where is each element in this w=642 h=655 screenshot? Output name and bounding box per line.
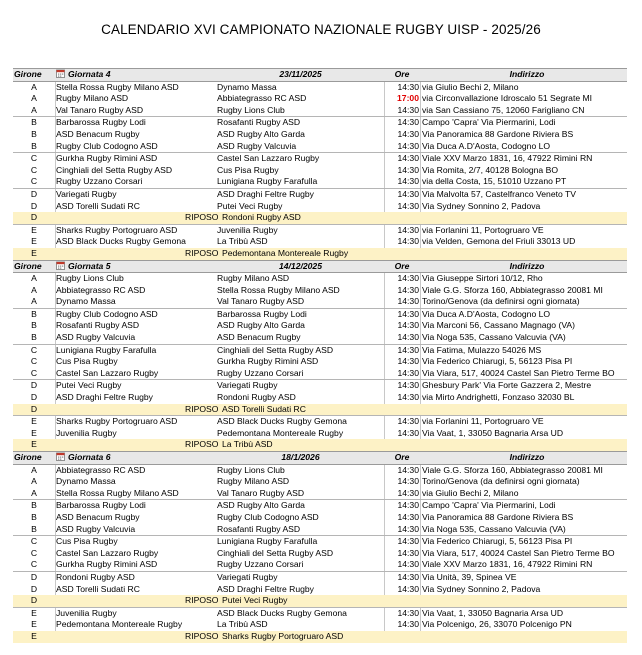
rest-team: La Tribù ASD [222, 439, 273, 450]
away-team: ASD Rugby Alto Garda [217, 128, 305, 139]
away-team: La Tribù ASD [217, 619, 268, 630]
venue-address: Viale XXV Marzo 1831, 16, 47922 Rimini RN [422, 153, 593, 164]
group-letter: A [31, 487, 37, 498]
home-team: Gurkha Rugby Rimini ASD [56, 559, 158, 570]
home-team: Barbarossa Rugby Lodi [56, 500, 146, 511]
kickoff-time: 14:30 [397, 500, 419, 511]
match-row [13, 607, 627, 620]
match-row [13, 392, 627, 404]
home-team: Barbarossa Rugby Lodi [56, 117, 146, 128]
home-team: Rosafanti Rugby ASD [56, 320, 140, 331]
round-label [56, 261, 214, 273]
kickoff-time: 14:30 [397, 104, 419, 115]
home-team: Castel San Lazzaro Rugby [56, 367, 159, 378]
match-row [13, 105, 627, 117]
away-team: Rugby Lions Club [217, 464, 285, 475]
home-team: ASD Rugby Valcuvia [56, 332, 136, 343]
kickoff-time: 14:30 [397, 308, 419, 319]
match-row [13, 93, 627, 105]
venue-address: Via Malvolta 57, Castelfranco Veneto TV [422, 188, 576, 199]
group-letter: C [30, 164, 38, 175]
home-team: ASD Torelli Sudati RC [56, 200, 140, 211]
venue-address: Via Romita, 2/7, 40128 Bologna BO [422, 164, 558, 175]
group-letter: E [31, 416, 37, 427]
kickoff-time: 14:30 [397, 224, 419, 235]
round-label [56, 452, 214, 464]
venue-address: via della Costa, 15, 51010 Uzzano PT [422, 176, 567, 187]
rest-label: RIPOSO [185, 595, 219, 606]
match-row [13, 512, 627, 524]
group-letter: B [31, 523, 37, 534]
group-letter: C [30, 559, 38, 570]
kickoff-time: 14:30 [397, 583, 419, 594]
away-team: Rondoni Rugby ASD [217, 392, 296, 403]
away-team: Putei Veci Rugby [217, 200, 283, 211]
column-girone: Girone [14, 260, 42, 271]
rest-row [13, 212, 627, 224]
venue-address: Via Panoramica 88 Gardone Riviera BS [422, 128, 574, 139]
calendar-table [13, 68, 627, 643]
home-team: Variegati Rugby [56, 188, 117, 199]
kickoff-time: 14:30 [397, 487, 419, 498]
kickoff-time: 14:30 [397, 296, 419, 307]
venue-address: Viale G.G. Sforza 160, Abbiategrasso 20081 MI [422, 284, 603, 295]
group-letter: C [30, 356, 38, 367]
home-team: Sharks Rugby Portogruaro ASD [56, 224, 178, 235]
match-row [13, 308, 627, 321]
group-letter: B [31, 128, 37, 139]
away-team: Dynamo Massa [217, 81, 277, 92]
group-letter: B [31, 500, 37, 511]
venue-address: Via Marconi 56, Cassano Magnago (VA) [422, 320, 576, 331]
group-letter: C [30, 367, 38, 378]
away-team: Cus Pisa Rugby [217, 164, 279, 175]
column-indirizzo: Indirizzo [509, 260, 545, 271]
kickoff-time: 14:30 [397, 559, 419, 570]
column-girone: Girone [14, 452, 42, 462]
away-team: La Tribù ASD [217, 236, 268, 247]
group-letter: E [31, 607, 37, 618]
home-team: Dynamo Massa [56, 476, 116, 487]
group-letter: C [30, 153, 38, 164]
group-letter: E [31, 619, 37, 630]
away-team: Lunigiana Rugby Farafulla [217, 176, 318, 187]
away-team: ASD Rugby Valcuvia [217, 140, 297, 151]
venue-address: Campo 'Capra' Via Piermarini, Lodi [422, 500, 556, 511]
home-team: Juvenilia Rugby [56, 427, 117, 438]
match-row [13, 236, 627, 248]
group-letter: E [31, 427, 37, 438]
match-row [13, 273, 627, 285]
away-team: ASD Black Ducks Rugby Gemona [217, 416, 347, 427]
home-team: ASD Benacum Rugby [56, 511, 140, 522]
away-team: Gurkha Rugby Rimini ASD [217, 356, 319, 367]
home-team: Juvenilia Rugby [56, 607, 117, 618]
group-letter: A [31, 296, 37, 307]
column-girone: Girone [14, 69, 42, 79]
match-row [13, 428, 627, 440]
kickoff-time: 14:30 [397, 356, 419, 367]
kickoff-time: 14:30 [397, 153, 419, 164]
group-letter: D [30, 188, 38, 199]
kickoff-time: 14:30 [397, 128, 419, 139]
away-team: Abbiategrasso RC ASD [217, 93, 307, 104]
group-letter: E [31, 439, 37, 450]
venue-address: Via Viara, 517, 40024 Castel San Pietro Terme BO [422, 367, 615, 378]
home-team: Rugby Uzzano Corsari [56, 176, 143, 187]
away-team: Variegati Rugby [217, 571, 278, 582]
kickoff-time: 14:30 [397, 236, 419, 247]
column-header-row [13, 68, 627, 82]
kickoff-time: 14:30 [397, 81, 419, 92]
away-team: ASD Benacum Rugby [217, 332, 301, 343]
away-team: Rosafanti Rugby ASD [217, 523, 301, 534]
match-row [13, 465, 627, 477]
home-team: ASD Benacum Rugby [56, 128, 140, 139]
venue-address: Torino/Genova (da definirsi ogni giornata) [422, 296, 580, 307]
away-team: Val Tanaro Rugby ASD [217, 296, 305, 307]
match-row [13, 176, 627, 188]
rest-row [13, 439, 627, 451]
venue-address: Via Duca A.D'Aosta, Codogno LO [422, 308, 551, 319]
away-team: Variegati Rugby [217, 380, 278, 391]
away-team: Castel San Lazzaro Rugby [217, 153, 320, 164]
match-row [13, 285, 627, 297]
venue-address: Torino/Genova (da definirsi ogni giornata) [422, 476, 580, 487]
kickoff-time: 14:30 [397, 367, 419, 378]
kickoff-time: 14:30 [397, 200, 419, 211]
venue-address: Via Federico Chiarugi, 5, 56123 Pisa PI [422, 356, 573, 367]
match-row [13, 82, 627, 94]
rest-row [13, 404, 627, 416]
match-row [13, 488, 627, 500]
away-team: ASD Draghi Feltre Rugby [217, 583, 314, 594]
kickoff-time: 14:30 [397, 140, 419, 151]
rest-label: RIPOSO [185, 439, 219, 450]
match-row [13, 141, 627, 153]
away-team: Rugby Milano ASD [217, 273, 290, 284]
home-team: Sharks Rugby Portogruaro ASD [56, 416, 178, 427]
rest-team: Putei Veci Rugby [222, 595, 288, 606]
home-team: ASD Black Ducks Rugby Gemona [56, 236, 186, 247]
group-letter: E [31, 236, 37, 247]
match-row [13, 499, 627, 512]
group-letter: D [30, 595, 38, 606]
kickoff-time: 14:30 [397, 380, 419, 391]
match-row [13, 116, 627, 129]
calendar-icon [56, 261, 65, 270]
rest-row [13, 631, 627, 643]
round-date: 18/1/2026 [281, 452, 320, 462]
kickoff-time: 14:30 [397, 117, 419, 128]
group-letter: A [31, 93, 37, 104]
round-name: Giornata 6 [68, 452, 111, 462]
group-letter: D [30, 212, 38, 223]
kickoff-time: 14:30 [397, 607, 419, 618]
rest-team: Pedemontana Montereale Rugby [222, 247, 349, 258]
venue-address: Via Viara, 517, 40024 Castel San Pietro Terme BO [422, 547, 615, 558]
match-row [13, 559, 627, 571]
venue-address: via Circonvallazione Idroscalo 51 Segrate MI [422, 93, 593, 104]
away-team: ASD Draghi Feltre Rugby [217, 188, 314, 199]
group-letter: D [30, 571, 38, 582]
group-letter: B [31, 320, 37, 331]
venue-address: Via Sydney Sonnino 2, Padova [422, 200, 541, 211]
match-row [13, 224, 627, 237]
match-row [13, 368, 627, 380]
kickoff-time: 14:30 [397, 571, 419, 582]
home-team: Cus Pisa Rugby [56, 536, 118, 547]
venue-address: Via Noga 535, Cassano Valcuvia (VA) [422, 332, 566, 343]
match-row [13, 535, 627, 548]
rest-label: RIPOSO [185, 403, 219, 414]
home-team: Abbiategrasso RC ASD [56, 464, 146, 475]
home-team: Rondoni Rugby ASD [56, 571, 135, 582]
venue-address: Via Duca A.D'Aosta, Codogno LO [422, 140, 551, 151]
group-letter: A [31, 476, 37, 487]
away-team: Cinghiali del Setta Rugby ASD [217, 547, 334, 558]
away-team: Rugby Lions Club [217, 104, 285, 115]
home-team: Cinghiali del Setta Rugby ASD [56, 164, 173, 175]
match-row [13, 619, 627, 631]
home-team: ASD Draghi Feltre Rugby [56, 392, 153, 403]
match-row [13, 152, 627, 165]
match-row [13, 415, 627, 428]
home-team: Cus Pisa Rugby [56, 356, 118, 367]
venue-address: Viale G.G. Sforza 160, Abbiategrasso 20081 MI [422, 464, 603, 475]
rest-team: Rondoni Rugby ASD [222, 212, 301, 223]
away-team: Rugby Uzzano Corsari [217, 367, 304, 378]
home-team: Rugby Club Codogno ASD [56, 140, 158, 151]
group-letter: B [31, 117, 37, 128]
kickoff-time: 14:30 [397, 523, 419, 534]
home-team: Putei Veci Rugby [56, 380, 122, 391]
column-ore: Ore [394, 452, 410, 462]
home-team: Stella Rossa Rugby Milano ASD [56, 487, 179, 498]
group-letter: B [31, 308, 37, 319]
group-letter: A [31, 273, 37, 284]
home-team: Castel San Lazzaro Rugby [56, 547, 159, 558]
group-letter: E [31, 247, 37, 258]
home-team: Abbiategrasso RC ASD [56, 284, 146, 295]
group-letter: A [31, 81, 37, 92]
venue-address: Via Polcenigo, 26, 33070 Polcenigo PN [422, 619, 572, 630]
group-letter: A [31, 284, 37, 295]
group-letter: C [30, 344, 38, 355]
away-team: ASD Black Ducks Rugby Gemona [217, 607, 347, 618]
group-letter: B [31, 332, 37, 343]
home-team: ASD Rugby Valcuvia [56, 523, 136, 534]
kickoff-time: 14:30 [397, 416, 419, 427]
group-letter: C [30, 547, 38, 558]
kickoff-time: 14:30 [397, 332, 419, 343]
away-team: Rosafanti Rugby ASD [217, 117, 301, 128]
calendar-icon [56, 452, 65, 461]
away-team: Pedemontana Montereale Rugby [217, 427, 344, 438]
match-row [13, 524, 627, 536]
match-row [13, 356, 627, 368]
round-date: 14/12/2025 [278, 260, 322, 271]
column-header-row [13, 260, 627, 274]
venue-address: via Mirto Andrighetti, Fonzaso 32030 BL [422, 392, 575, 403]
kickoff-time: 14:30 [397, 464, 419, 475]
group-letter: D [30, 380, 38, 391]
group-letter: D [30, 403, 38, 414]
home-team: Rugby Milano ASD [56, 93, 129, 104]
venue-address: Campo 'Capra' Via Piermarini, Lodi [422, 117, 556, 128]
home-team: ASD Torelli Sudati RC [56, 583, 140, 594]
venue-address: Via Noga 535, Cassano Valcuvia (VA) [422, 523, 566, 534]
match-row [13, 129, 627, 141]
round-label [56, 69, 214, 81]
match-row [13, 188, 627, 201]
venue-address: Via Giuseppe Sirtori 10/12, Rho [422, 273, 543, 284]
group-letter: B [31, 140, 37, 151]
kickoff-time: 14:30 [397, 619, 419, 630]
match-row [13, 571, 627, 584]
kickoff-time: 14:30 [397, 176, 419, 187]
away-team: ASD Rugby Alto Garda [217, 500, 305, 511]
home-team: Rugby Lions Club [56, 273, 124, 284]
venue-address: Via Panoramica 88 Gardone Riviera BS [422, 511, 574, 522]
group-letter: E [31, 630, 37, 641]
venue-address: via Giulio Bechi 2, Milano [422, 81, 519, 92]
venue-address: Via Federico Chiarugi, 5, 56123 Pisa PI [422, 536, 573, 547]
home-team: Lunigiana Rugby Farafulla [56, 344, 157, 355]
round-name: Giornata 5 [68, 260, 111, 271]
away-team: Rugby Uzzano Corsari [217, 559, 304, 570]
rest-row [13, 248, 627, 260]
group-letter: D [30, 583, 38, 594]
rest-team: Sharks Rugby Portogruaro ASD [222, 630, 344, 641]
group-letter: D [30, 200, 38, 211]
kickoff-time: 14:30 [397, 320, 419, 331]
rest-row [13, 595, 627, 607]
away-team: Rugby Club Codogno ASD [217, 511, 319, 522]
away-team: Rugby Milano ASD [217, 476, 290, 487]
kickoff-time: 14:30 [397, 284, 419, 295]
calendar-icon [56, 69, 65, 78]
venue-address: Via Sydney Sonnino 2, Padova [422, 583, 541, 594]
venue-address: via Giulio Bechi 2, Milano [422, 487, 519, 498]
kickoff-time: 14:30 [397, 547, 419, 558]
round-name: Giornata 4 [68, 69, 111, 79]
home-team: Gurkha Rugby Rimini ASD [56, 153, 158, 164]
kickoff-time: 14:30 [397, 536, 419, 547]
group-letter: A [31, 464, 37, 475]
home-team: Stella Rossa Rugby Milano ASD [56, 81, 179, 92]
match-row [13, 476, 627, 488]
column-indirizzo: Indirizzo [509, 69, 545, 79]
match-row [13, 379, 627, 392]
kickoff-time: 14:30 [397, 392, 419, 403]
kickoff-time: 14:30 [397, 476, 419, 487]
column-header-row [13, 451, 627, 465]
rest-label: RIPOSO [185, 212, 219, 223]
away-team: Juvenilia Rugby [217, 224, 278, 235]
venue-address: Via Vaat, 1, 33050 Bagnaria Arsa UD [422, 427, 564, 438]
match-row [13, 165, 627, 177]
venue-address: Via Vaat, 1, 33050 Bagnaria Arsa UD [422, 607, 564, 618]
kickoff-time: 14:30 [397, 344, 419, 355]
venue-address: Via Fatima, Mulazzo 54026 MS [422, 344, 542, 355]
venue-address: via Forlanini 11, Portogruaro VE [422, 224, 544, 235]
kickoff-time: 14:30 [397, 511, 419, 522]
home-team: Pedemontana Montereale Rugby [56, 619, 183, 630]
away-team: Cinghiali del Setta Rugby ASD [217, 344, 334, 355]
match-row [13, 344, 627, 357]
venue-address: via Forlanini 11, Portogruaro VE [422, 416, 544, 427]
venue-address: via San Cassiano 75, 12060 Farigliano CN [422, 104, 585, 115]
away-team: Lunigiana Rugby Farafulla [217, 536, 318, 547]
match-row [13, 320, 627, 332]
home-team: Rugby Club Codogno ASD [56, 308, 158, 319]
rest-label: RIPOSO [185, 630, 219, 641]
column-indirizzo: Indirizzo [509, 452, 545, 462]
venue-address: Viale XXV Marzo 1831, 16, 47922 Rimini RN [422, 559, 593, 570]
home-team: Dynamo Massa [56, 296, 116, 307]
away-team: Stella Rossa Rugby Milano ASD [217, 284, 340, 295]
group-letter: C [30, 536, 38, 547]
column-ore: Ore [394, 260, 410, 271]
away-team: Barbarossa Rugby Lodi [217, 308, 307, 319]
match-row [13, 201, 627, 213]
page-title: CALENDARIO XVI CAMPIONATO NAZIONALE RUGBY UISP - 2025/26 [101, 22, 541, 37]
match-row [13, 584, 627, 596]
group-letter: C [30, 176, 38, 187]
group-letter: B [31, 511, 37, 522]
rest-team: ASD Torelli Sudati RC [222, 403, 306, 414]
round-date: 23/11/2025 [279, 69, 322, 79]
rest-label: RIPOSO [185, 247, 219, 258]
group-letter: A [31, 104, 37, 115]
away-team: ASD Rugby Alto Garda [217, 320, 305, 331]
match-row [13, 548, 627, 560]
away-team: Val Tanaro Rugby ASD [217, 487, 305, 498]
group-letter: D [30, 392, 38, 403]
kickoff-time: 14:30 [397, 273, 419, 284]
venue-address: Ghesbury Park' Via Forte Gazzera 2, Mestre [422, 380, 592, 391]
match-row [13, 296, 627, 308]
venue-address: Via Unità, 39, Spinea VE [422, 571, 517, 582]
group-letter: E [31, 224, 37, 235]
column-ore: Ore [394, 69, 410, 79]
kickoff-time: 14:30 [397, 164, 419, 175]
home-team: Val Tanaro Rugby ASD [56, 104, 144, 115]
match-row [13, 332, 627, 344]
kickoff-time: 14:30 [397, 188, 419, 199]
venue-address: via Velden, Gemona del Friuli 33013 UD [422, 236, 576, 247]
kickoff-time: 17:00 [397, 93, 419, 104]
kickoff-time: 14:30 [397, 427, 419, 438]
